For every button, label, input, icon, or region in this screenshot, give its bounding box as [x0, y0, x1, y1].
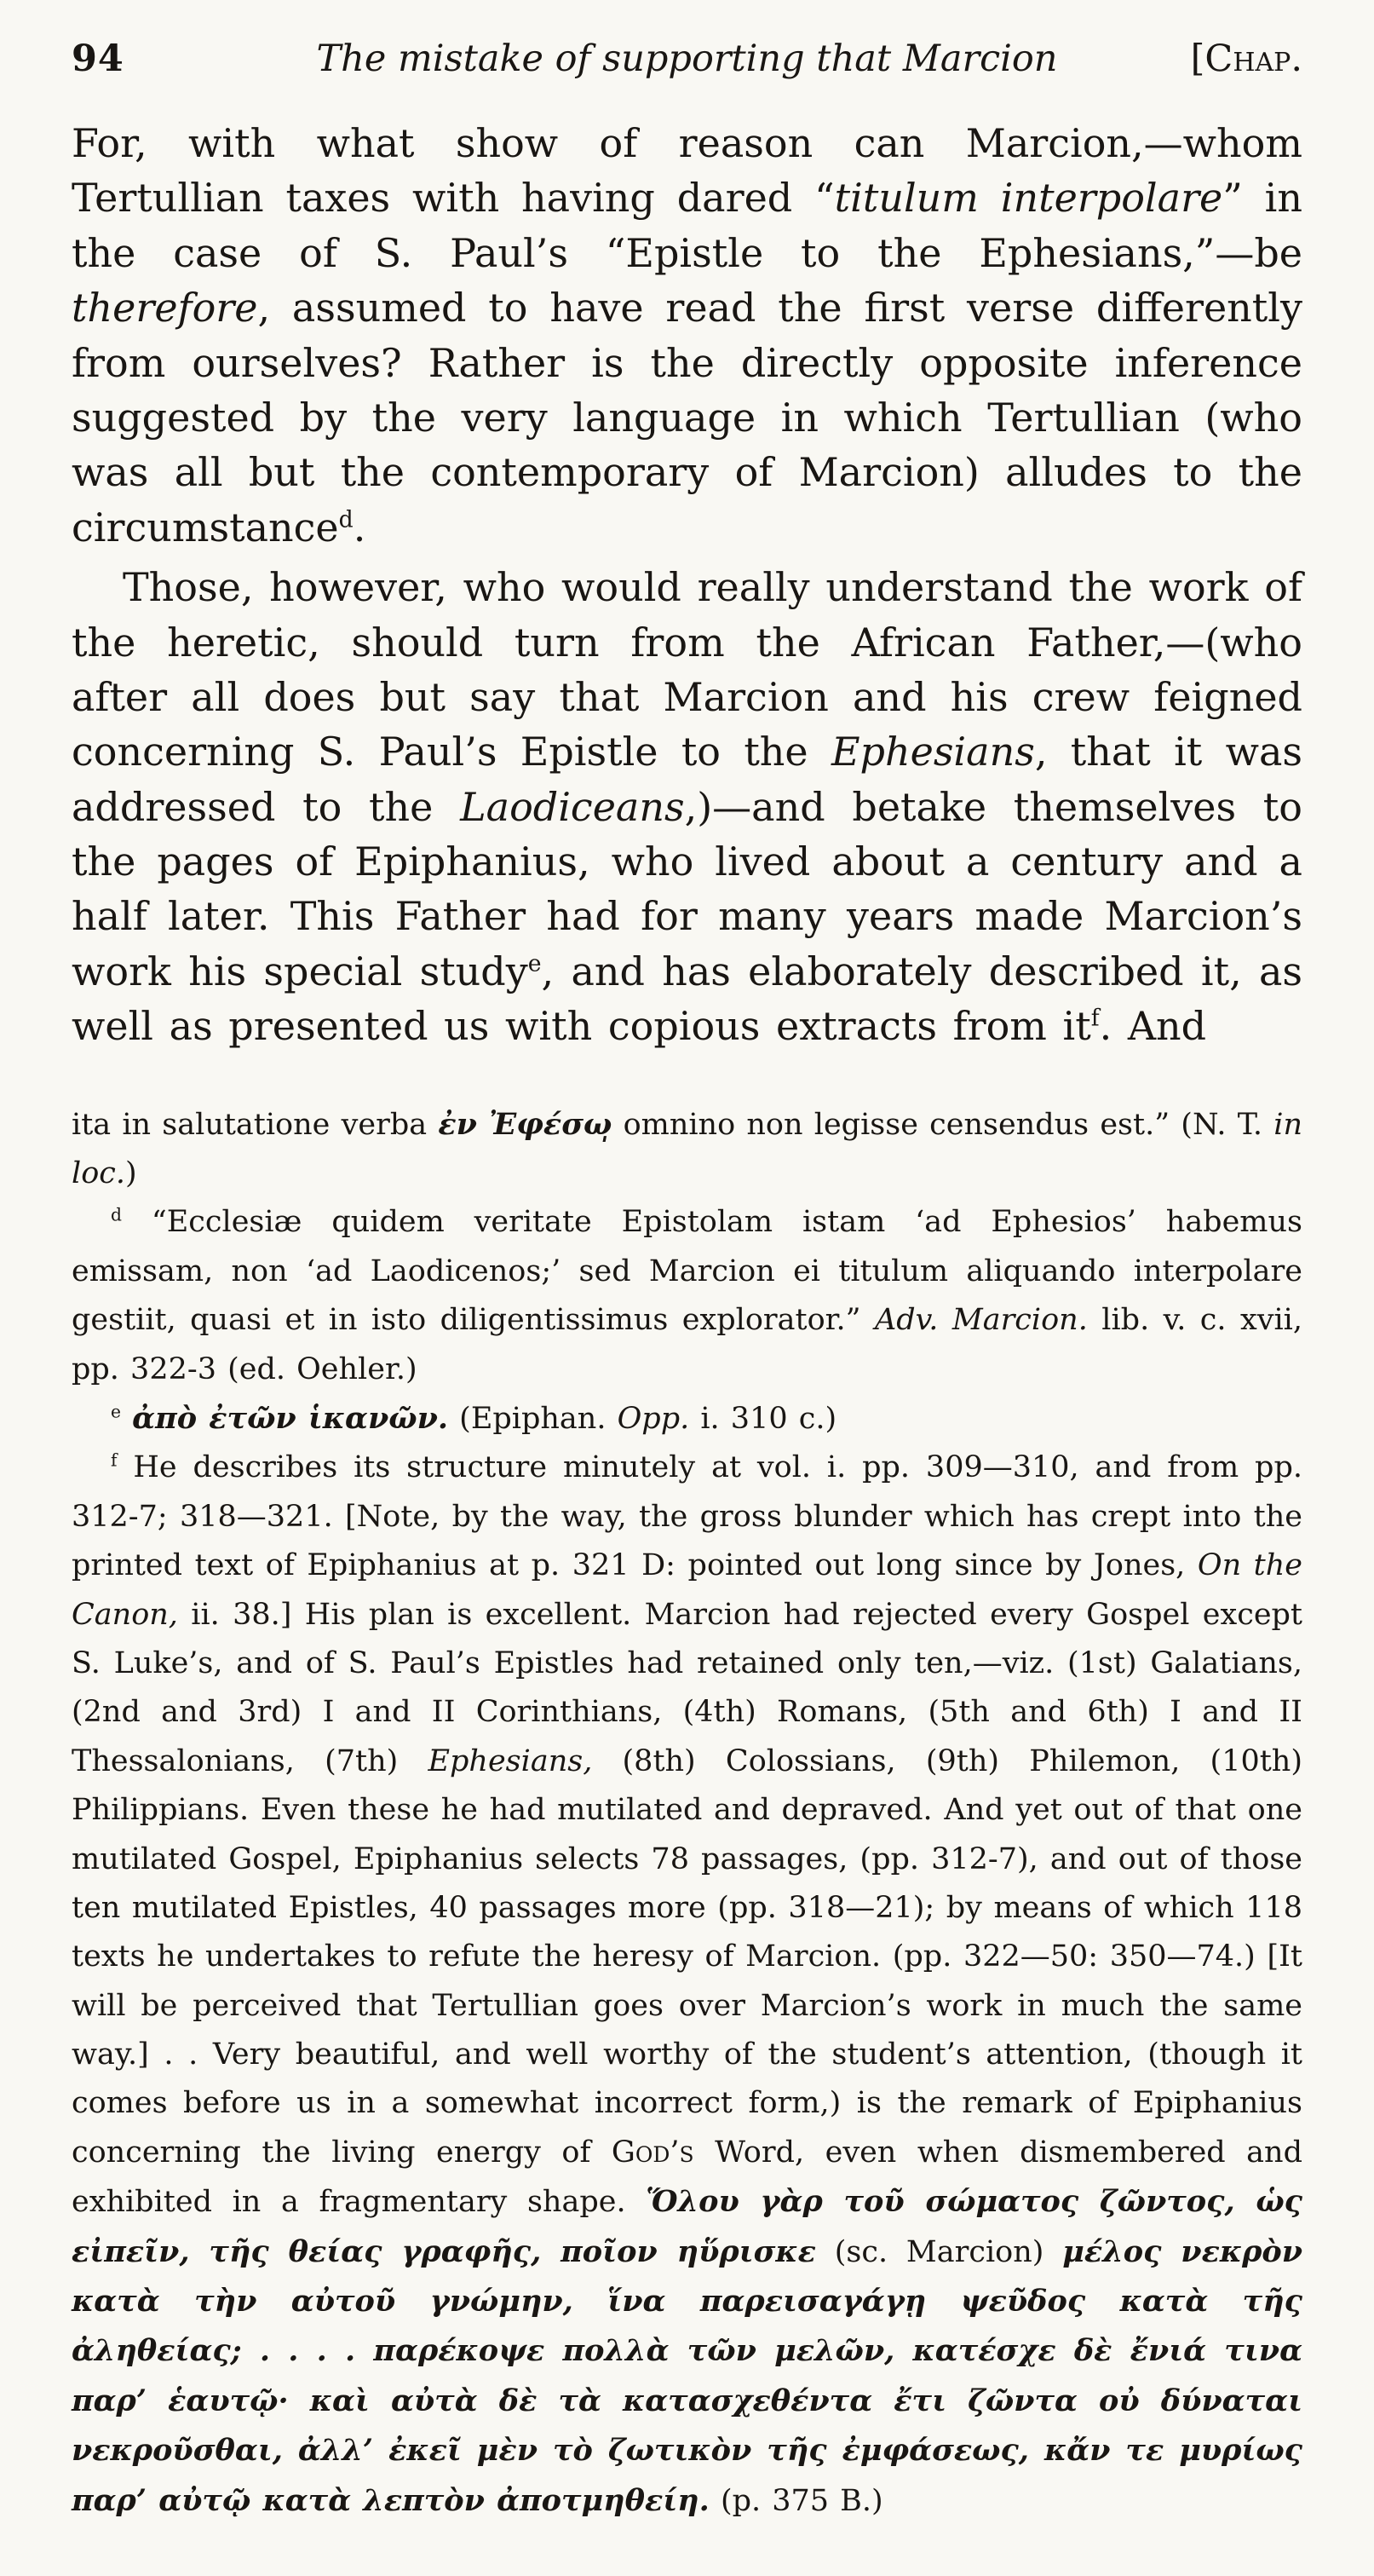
- text-segment: He describes its structure minutely at vol. i. pp. 309—310, and from pp. 312-7; 318—321. [Note, by the way, the gross blunder which has crept into the printed text of Epiphanius at p. 321 D: pointed out long since by Jones,: [72, 1450, 1302, 1583]
- text-segment: μέλος νεκρὸν κατὰ τὴν αὐτοῦ γνώμην, ἵνα παρεισαγάγῃ ψεῦδος κατὰ τῆς ἀληθείας; . . . . παρέκοψε πολλὰ τῶν μελῶν, κατέσχε δὲ ἔνιά τινα παρ’ ἑαυτῷ· καὶ αὐτὰ δὲ τὰ κατασχεθέντα ἔτι ζῶντα οὐ δύναται νεκροῦσθαι, ἀλλ’ ἐκεῖ μὲν τὸ ζωτικὸν τῆς ἐμφάσεως, κἄν τε μυρίως παρ’ αὐτῷ κατὰ λεπτὸν ἀποτμηθείη.: [72, 2233, 1302, 2518]
- footnote-d: [72, 1198, 1302, 1394]
- text-segment: ita in salutatione verba: [72, 1107, 439, 1142]
- text-segment: (8th) Colossians, (9th) Philemon, (10th) Philippians. Even these he had mutilated and depraved. And yet out of that one mutilated Gospel, Epiphanius selects 78 passages, (pp. 312-7), and out of those ten mutilated Epistles, 40 passages more (pp. 318—21); by means of which 118 texts he undertakes to refute the heresy of Marcion. (pp. 322—50: 350—74.) [It will be perceived that Tertullian goes over Marcion’s work in much the same way.] . . Very beautiful, and well worthy of the student’s attention, (though it comes before us in a somewhat incorrect form,) is the remark of Epiphanius concerning the living energy of: [72, 1743, 1302, 2170]
- text-segment: ἀπὸ ἐτῶν ἱκανῶν.: [132, 1400, 449, 1436]
- text-segment: f: [111, 1449, 118, 1471]
- text-segment: (p. 375 B.): [709, 2483, 883, 2518]
- text-segment: , assumed to have read the first verse differently from ourselves? Rather is the directly opposite inference suggested by the very language in which Tertullian (who was all but the contemporary of Marcion) alludes to the circumstance: [72, 285, 1302, 550]
- main-text-block: [72, 116, 1302, 1054]
- footnote-f: [72, 1444, 1302, 2526]
- text-segment: f: [1090, 1005, 1100, 1032]
- text-segment: On the Canon,: [72, 1548, 1302, 1632]
- text-segment: Ephesians: [831, 729, 1035, 775]
- text-segment: God’s: [611, 2135, 694, 2170]
- text-segment: d: [111, 1204, 122, 1225]
- chapter-marker: [Chap.: [1190, 37, 1302, 80]
- text-segment: (sc. Marcion): [815, 2234, 1063, 2269]
- text-segment: ii. 38.] His plan is excellent. Marcion had rejected every Gospel except S. Luke’s, and of S. Paul’s Epistles had retained only ten,—viz. (1st) Galatians, (2nd and 3rd) I and II Corinthians, (4th) Romans, (5th and 6th) I and II Thessalonians, (7th): [72, 1597, 1302, 1778]
- text-segment: Laodiceans: [460, 783, 685, 830]
- text-segment: “Ecclesiæ quidem veritate Epistolam istam ‘ad Ephesios’ habemus emissam, non ‘ad Laodicenos;’ sed Marcion ei titulum aliquando interpolare gestiit, quasi et in isto diligentissimus explorator.”: [72, 1205, 1302, 1338]
- text-segment: For, with what show of reason can Marcion,—whom Tertullian taxes with having dared “: [72, 120, 1302, 222]
- text-segment: e: [527, 950, 542, 977]
- text-segment: Adv. Marcion.: [875, 1303, 1088, 1338]
- body-paragraph-1: [72, 116, 1302, 555]
- text-segment: ,)—and betake themselves to the pages of Epiphanius, who lived about a century and a half later. This Father had for many years made Marcion’s work his special study: [72, 783, 1302, 994]
- text-segment: titulum interpolare: [834, 175, 1223, 222]
- page-header: [72, 37, 1302, 80]
- footnote-continuation: [72, 1100, 1302, 1199]
- text-segment: Ephesians,: [428, 1743, 593, 1778]
- text-segment: Ὅλου γὰρ τοῦ σώματος ζῶντος, ὡς εἰπεῖν, τῆς θείας γραφῆς, ποῖον ηὕρισκε: [72, 2184, 1302, 2269]
- footnotes-block: [72, 1100, 1302, 2526]
- text-segment: d: [338, 506, 354, 533]
- text-segment: Word, even when dismembered and exhibited in a fragmentary shape.: [72, 2135, 1302, 2220]
- text-segment: in loc.: [72, 1107, 1302, 1191]
- text-segment: .: [353, 504, 366, 550]
- text-segment: i. 310 c.): [689, 1401, 837, 1436]
- text-segment: ἐν Ἐφέσω̩: [438, 1106, 612, 1142]
- text-segment: therefore: [72, 285, 258, 331]
- text-segment: (Epiphan.: [448, 1401, 618, 1436]
- running-title: The mistake of supporting that Marcion: [316, 37, 1058, 80]
- text-segment: e: [111, 1401, 122, 1422]
- text-segment: ” in the case of S. Paul’s “Epistle to the Ephesians,”—be: [72, 175, 1303, 276]
- page-number: 94: [72, 37, 124, 80]
- text-segment: . And: [1099, 1003, 1207, 1050]
- text-segment: lib. v. c. xvii, pp. 322-3 (ed. Oehler.): [72, 1303, 1302, 1386]
- footnote-e: [72, 1394, 1302, 1444]
- body-paragraph-2: [72, 560, 1302, 1054]
- text-segment: omnino non legisse censendus est.” (N. T.: [612, 1107, 1274, 1142]
- text-segment: Those, however, who would really understand the work of the heretic, should turn from the African Father,—(who after all does but say that Marcion and his crew feigned concerning S. Paul’s Epistle to the: [72, 564, 1302, 775]
- text-segment: [121, 1402, 132, 1436]
- text-segment: , that it was addressed to the: [72, 729, 1302, 830]
- text-segment: , and has elaborately described it, as well as presented us with copious extracts from it: [72, 948, 1302, 1050]
- text-segment: ): [125, 1156, 137, 1191]
- text-segment: Opp.: [617, 1401, 690, 1436]
